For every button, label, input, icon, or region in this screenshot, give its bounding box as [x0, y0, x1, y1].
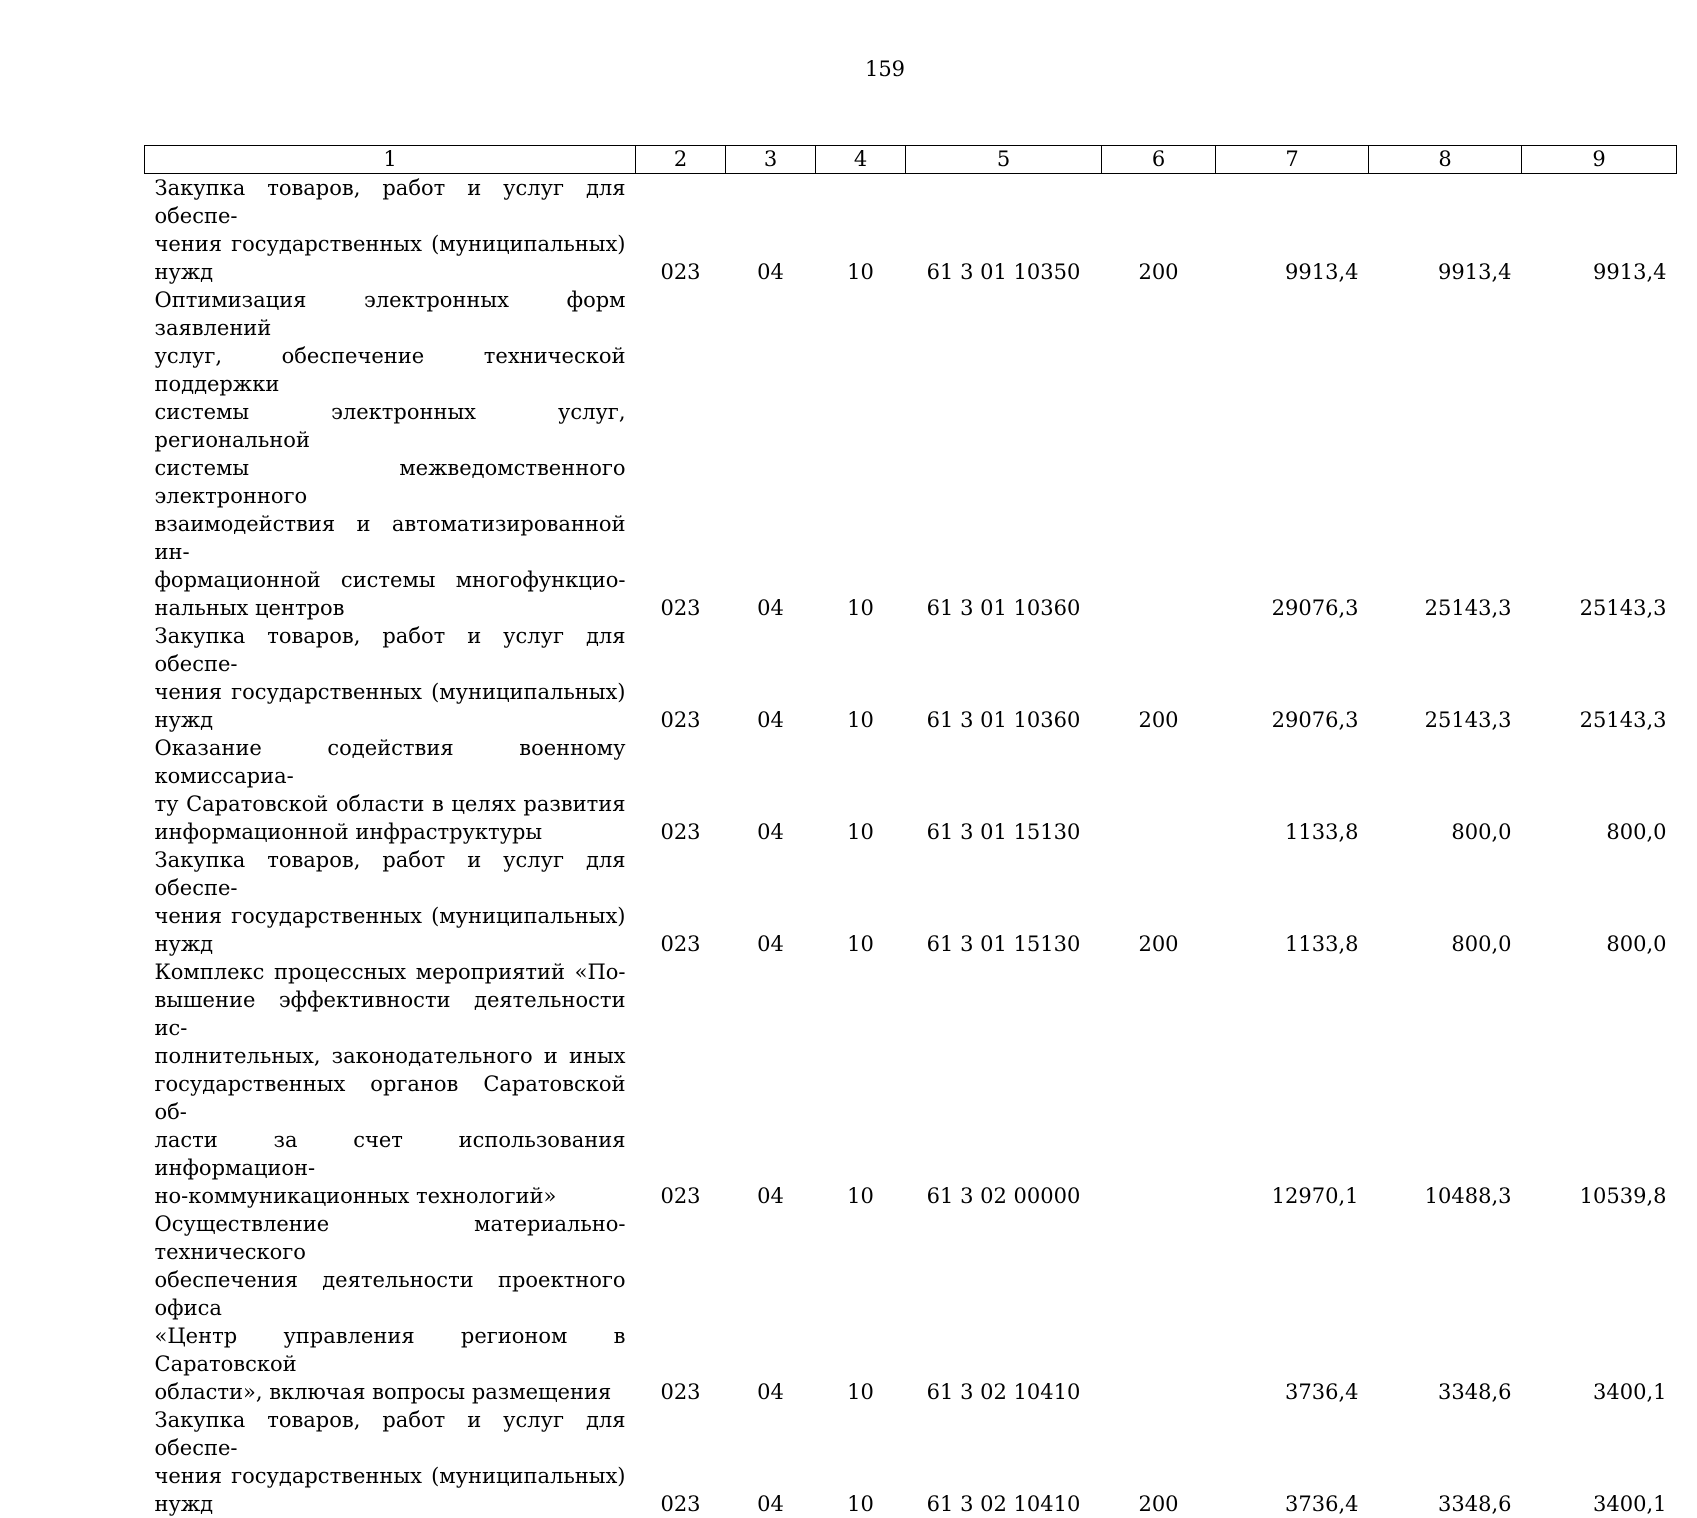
amount-year-3-cell: 25143,3 — [1522, 622, 1677, 734]
expense-type-cell: 200 — [1102, 174, 1216, 287]
section-code-cell: 04 — [726, 734, 816, 846]
amount-year-2-cell: 9913,4 — [1369, 174, 1522, 287]
subsection-code-cell: 10 — [816, 958, 906, 1210]
subsection-code-cell: 10 — [816, 734, 906, 846]
budget-table — [144, 145, 1677, 1518]
subsection-code-cell: 10 — [816, 1210, 906, 1406]
expense-type-cell: 200 — [1102, 1406, 1216, 1518]
amount-year-2-cell: 3348,6 — [1369, 1406, 1522, 1518]
section-code-cell: 04 — [726, 846, 816, 958]
table-row — [145, 734, 1677, 846]
chapter-code-cell: 023 — [636, 286, 726, 622]
amount-year-1-cell: 29076,3 — [1216, 622, 1369, 734]
table-header-row — [145, 146, 1677, 174]
amount-year-3-cell: 10539,8 — [1522, 958, 1677, 1210]
expense-type-cell — [1102, 286, 1216, 622]
column-header-1: 1 — [145, 146, 636, 174]
description-cell: Закупка товаров, работ и услуг для обеспе- чения государственных (муниципальных) нужд — [145, 622, 636, 734]
amount-year-2-cell: 800,0 — [1369, 846, 1522, 958]
description-cell: Оптимизация электронных форм заявлений услуг, обеспечение технической поддержки системы электронных услуг, региональной системы межведомственного электронного взаимодействия и автоматизированной ин- формационной системы многофункцио- нальных центров — [145, 286, 636, 622]
amount-year-3-cell: 9913,4 — [1522, 174, 1677, 287]
section-code-cell: 04 — [726, 1210, 816, 1406]
section-code-cell: 04 — [726, 174, 816, 287]
chapter-code-cell: 023 — [636, 1210, 726, 1406]
section-code-cell: 04 — [726, 286, 816, 622]
amount-year-2-cell: 25143,3 — [1369, 622, 1522, 734]
expense-type-cell — [1102, 1210, 1216, 1406]
table-row — [145, 286, 1677, 622]
description-cell: Оказание содействия военному комиссариа- ту Саратовской области в целях развития информационной инфраструктуры — [145, 734, 636, 846]
table-row — [145, 1406, 1677, 1518]
description-cell: Комплекс процессных мероприятий «По- вышение эффективности деятельности ис- полнительных, законодательного и иных государственных органов Саратовской об- ласти за счет использования информацион- но-коммуникационных технологий» — [145, 958, 636, 1210]
expense-type-cell: 200 — [1102, 622, 1216, 734]
target-article-cell: 61 3 02 00000 — [906, 958, 1102, 1210]
subsection-code-cell: 10 — [816, 846, 906, 958]
amount-year-2-cell: 3348,6 — [1369, 1210, 1522, 1406]
column-header-3: 3 — [726, 146, 816, 174]
amount-year-1-cell: 3736,4 — [1216, 1210, 1369, 1406]
section-code-cell: 04 — [726, 622, 816, 734]
amount-year-1-cell: 1133,8 — [1216, 734, 1369, 846]
column-header-6: 6 — [1102, 146, 1216, 174]
chapter-code-cell: 023 — [636, 958, 726, 1210]
amount-year-3-cell: 25143,3 — [1522, 286, 1677, 622]
column-header-8: 8 — [1369, 146, 1522, 174]
table-row — [145, 174, 1677, 287]
table-row — [145, 622, 1677, 734]
subsection-code-cell: 10 — [816, 174, 906, 287]
table-row — [145, 1210, 1677, 1406]
column-header-9: 9 — [1522, 146, 1677, 174]
column-header-7: 7 — [1216, 146, 1369, 174]
chapter-code-cell: 023 — [636, 1406, 726, 1518]
description-cell: Закупка товаров, работ и услуг для обеспе- чения государственных (муниципальных) нужд — [145, 846, 636, 958]
amount-year-3-cell: 800,0 — [1522, 734, 1677, 846]
chapter-code-cell: 023 — [636, 734, 726, 846]
target-article-cell: 61 3 01 15130 — [906, 846, 1102, 958]
target-article-cell: 61 3 01 10350 — [906, 174, 1102, 287]
expense-type-cell — [1102, 958, 1216, 1210]
subsection-code-cell: 10 — [816, 622, 906, 734]
target-article-cell: 61 3 02 10410 — [906, 1406, 1102, 1518]
table-row — [145, 846, 1677, 958]
amount-year-1-cell: 29076,3 — [1216, 286, 1369, 622]
table-body — [145, 174, 1677, 1518]
subsection-code-cell: 10 — [816, 286, 906, 622]
amount-year-1-cell: 3736,4 — [1216, 1406, 1369, 1518]
amount-year-1-cell: 12970,1 — [1216, 958, 1369, 1210]
column-header-2: 2 — [636, 146, 726, 174]
target-article-cell: 61 3 02 10410 — [906, 1210, 1102, 1406]
amount-year-3-cell: 3400,1 — [1522, 1210, 1677, 1406]
description-cell: Осуществление материально-технического обеспечения деятельности проектного офиса «Центр управления регионом в Саратовской области», включая вопросы размещения — [145, 1210, 636, 1406]
chapter-code-cell: 023 — [636, 622, 726, 734]
target-article-cell: 61 3 01 15130 — [906, 734, 1102, 846]
chapter-code-cell: 023 — [636, 174, 726, 287]
column-header-4: 4 — [816, 146, 906, 174]
amount-year-2-cell: 10488,3 — [1369, 958, 1522, 1210]
amount-year-1-cell: 1133,8 — [1216, 846, 1369, 958]
target-article-cell: 61 3 01 10360 — [906, 286, 1102, 622]
target-article-cell: 61 3 01 10360 — [906, 622, 1102, 734]
subsection-code-cell: 10 — [816, 1406, 906, 1518]
chapter-code-cell: 023 — [636, 846, 726, 958]
amount-year-2-cell: 800,0 — [1369, 734, 1522, 846]
section-code-cell: 04 — [726, 1406, 816, 1518]
expense-type-cell — [1102, 734, 1216, 846]
amount-year-3-cell: 3400,1 — [1522, 1406, 1677, 1518]
table-row — [145, 958, 1677, 1210]
section-code-cell: 04 — [726, 958, 816, 1210]
page-number: 159 — [0, 57, 1697, 81]
column-header-5: 5 — [906, 146, 1102, 174]
description-cell: Закупка товаров, работ и услуг для обеспе- чения государственных (муниципальных) нужд — [145, 1406, 636, 1518]
expense-type-cell: 200 — [1102, 846, 1216, 958]
amount-year-2-cell: 25143,3 — [1369, 286, 1522, 622]
description-cell: Закупка товаров, работ и услуг для обеспе- чения государственных (муниципальных) нужд — [145, 174, 636, 287]
amount-year-1-cell: 9913,4 — [1216, 174, 1369, 287]
amount-year-3-cell: 800,0 — [1522, 846, 1677, 958]
